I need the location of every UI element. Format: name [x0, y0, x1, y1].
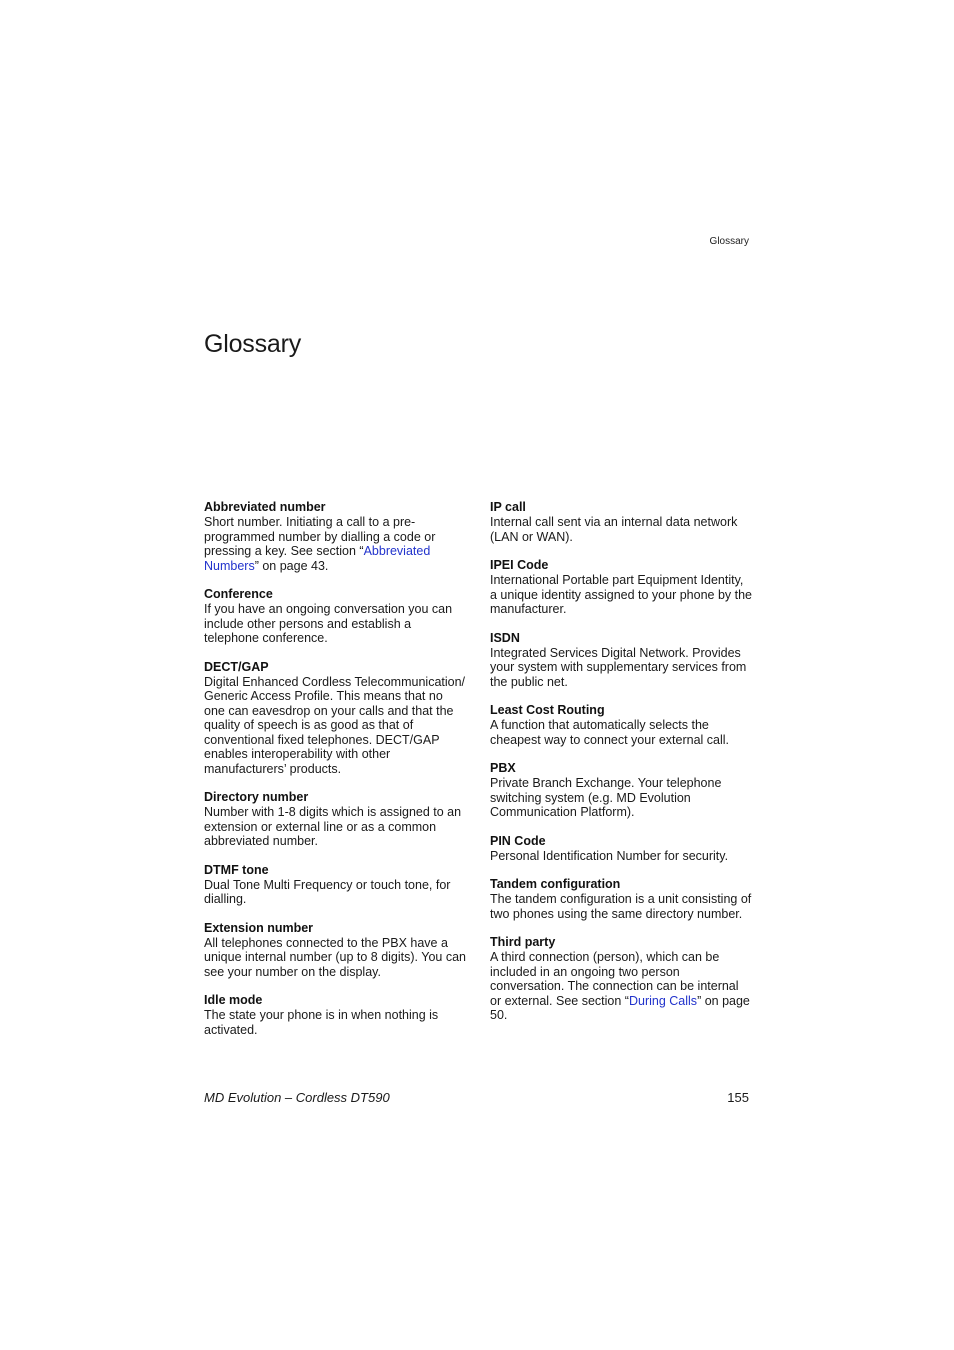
glossary-term: Directory number: [204, 790, 309, 804]
glossary-entry-isdn: [490, 631, 752, 690]
glossary-entry-tandem-configuration: [490, 877, 752, 921]
definition-text: A third connection (person), which can be included in an ongoing two person conversation. The connection can be internal or external. See section “: [490, 950, 739, 1008]
glossary-definition: Internal call sent via an internal data network (LAN or WAN).: [490, 515, 738, 544]
glossary-definition: The tandem configuration is a unit consisting of two phones using the same directory number.: [490, 892, 752, 921]
glossary-definition: The state your phone is in when nothing is activated.: [204, 1008, 439, 1037]
glossary-entry-least-cost-routing: [490, 703, 752, 747]
glossary-definition: Number with 1-8 digits which is assigned to an extension or external line or as a common abbreviated number.: [204, 805, 462, 848]
glossary-entry-conference: [204, 587, 466, 646]
glossary-term: IPEI Code: [490, 558, 549, 572]
glossary-entry-dtmf-tone: [204, 863, 466, 907]
glossary-entry-ipei-code: [490, 558, 752, 617]
during-calls-link[interactable]: During Calls: [628, 993, 698, 1008]
glossary-definition: Digital Enhanced Cordless Telecommunication/ Generic Access Profile. This means that no one can eavesdrop on your calls and that the quality of speech is as good as that of conventional fixed telephones. DECT/GAP enables interoperability with other manufacturers’ products.: [204, 674, 466, 776]
glossary-definition: Dual Tone Multi Frequency or touch tone, for dialling.: [204, 877, 451, 906]
definition-text: ” on page 43.: [254, 558, 329, 573]
glossary-definition: Private Branch Exchange. Your telephone switching system (e.g. MD Evolution Communication Platform).: [490, 776, 722, 819]
glossary-term: Abbreviated number: [204, 500, 326, 514]
glossary-definition: A function that automatically selects the cheapest way to connect your external call.: [490, 718, 730, 747]
glossary-entry-abbreviated-number: [204, 500, 466, 573]
glossary-term: Third party: [490, 935, 556, 949]
page-title: Glossary: [204, 330, 302, 358]
glossary-term: Least Cost Routing: [490, 703, 605, 717]
glossary-term: DTMF tone: [204, 862, 269, 877]
glossary-term: ISDN: [490, 630, 520, 645]
definition-text: ” on page 50.: [490, 993, 750, 1022]
footer-page-number: 155: [727, 1090, 749, 1105]
glossary-entry-pbx: [490, 761, 752, 820]
glossary-term: PBX: [490, 761, 516, 775]
glossary-entry-dect-gap: [204, 660, 466, 777]
glossary-entry-third-party: [490, 935, 752, 1023]
glossary-term: Idle mode: [204, 993, 263, 1007]
glossary-entry-directory-number: [204, 790, 466, 849]
footer-document-title: MD Evolution – Cordless DT590: [204, 1090, 390, 1105]
glossary-term: Tandem configuration: [490, 877, 621, 891]
glossary-left-column: [204, 500, 466, 1051]
glossary-definition: [204, 515, 466, 573]
abbreviated-numbers-link[interactable]: Abbreviated Numbers: [204, 544, 431, 573]
glossary-entry-ip-call: [490, 500, 752, 544]
glossary-term: DECT/GAP: [204, 659, 269, 674]
glossary-definition: [490, 950, 752, 1023]
running-head: Glossary: [709, 236, 749, 247]
glossary-definition: Personal Identification Number for security.: [490, 848, 729, 863]
glossary-definition: Integrated Services Digital Network. Provides your system with supplementary services from the public net.: [490, 645, 747, 689]
glossary-term: PIN Code: [490, 833, 546, 848]
glossary-entry-extension-number: [204, 921, 466, 980]
glossary-term: Extension number: [204, 920, 314, 935]
glossary-definition: International Portable part Equipment Identity, a unique identity assigned to your phone by the manufacturer.: [490, 573, 752, 616]
glossary-entry-idle-mode: [204, 993, 466, 1037]
glossary-right-column: [490, 500, 752, 1037]
glossary-term: IP call: [490, 500, 526, 514]
glossary-definition: If you have an ongoing conversation you can include other persons and establish a telephone conference.: [204, 602, 453, 645]
glossary-entry-pin-code: [490, 834, 752, 864]
glossary-term: Conference: [204, 587, 273, 601]
definition-text: Short number. Initiating a call to a pre-programmed number by dialling a code or pressing a key. See section “: [204, 515, 436, 558]
glossary-definition: All telephones connected to the PBX have a unique internal number (up to 8 digits). You can see your number on the display.: [204, 935, 466, 979]
